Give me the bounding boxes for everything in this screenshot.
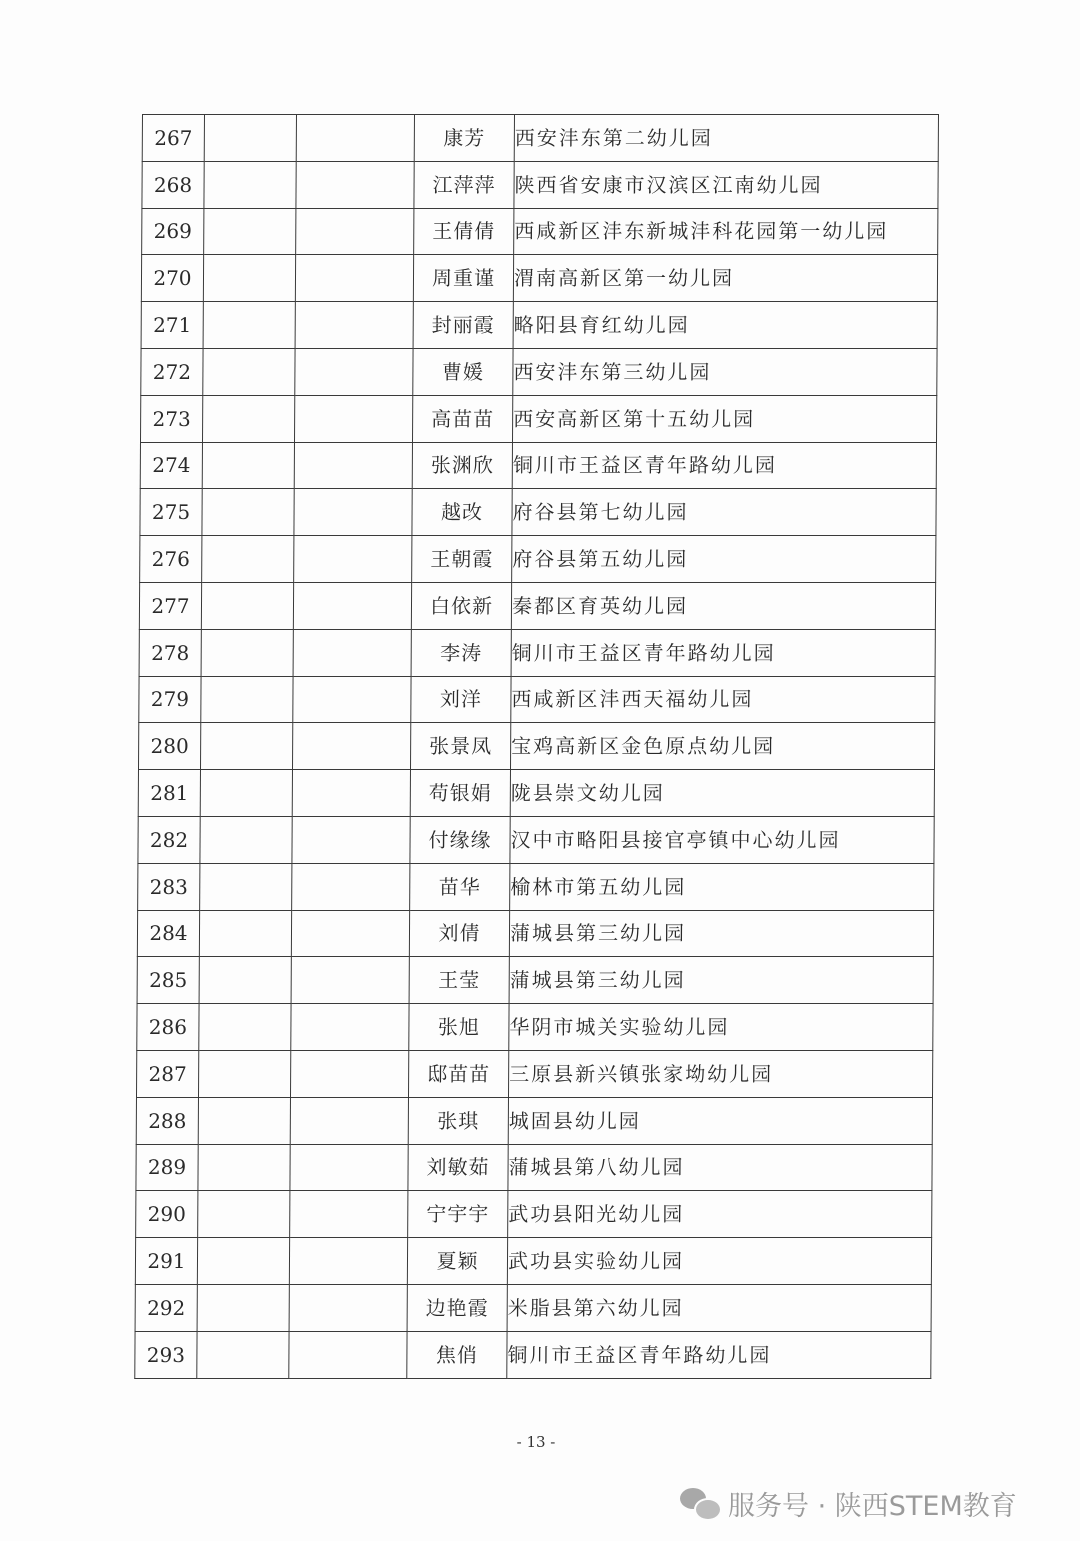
person-name: 高苗苗 [412,395,512,442]
blank-cell [200,770,292,817]
kindergarten-name: 蒲城县第三幼儿园 [509,910,933,957]
blank-cell [293,629,411,676]
kindergarten-name: 秦都区育英幼儿园 [511,582,935,629]
row-number: 273 [140,395,202,442]
table-row [136,1097,932,1144]
blank-cell [289,1284,407,1331]
person-name: 曹媛 [413,348,513,395]
person-name: 边艳霞 [407,1284,507,1331]
table-row [136,1191,932,1238]
blank-cell [203,255,295,302]
row-number: 293 [135,1331,197,1378]
person-name: 江萍萍 [414,161,514,208]
kindergarten-name: 铜川市王益区青年路幼儿园 [511,629,935,676]
person-name: 苗华 [410,863,510,910]
table-row [140,395,936,442]
person-name: 张琪 [408,1097,508,1144]
blank-cell [290,1144,408,1191]
roster-table-body [135,115,939,1379]
blank-cell [202,442,294,489]
row-number: 269 [142,208,204,255]
blank-cell [204,115,296,162]
blank-cell [204,208,296,255]
kindergarten-name: 西安高新区第十五幼儿园 [512,395,936,442]
table-row [136,1050,932,1097]
kindergarten-name: 汉中市略阳县接官亭镇中心幼儿园 [510,816,934,863]
page-number: - 13 - [516,1433,556,1451]
blank-cell [199,910,291,957]
person-name: 王朝霞 [412,536,512,583]
row-number: 292 [135,1284,197,1331]
person-name: 周重谨 [413,255,513,302]
blank-cell [201,582,293,629]
kindergarten-name: 武功县阳光幼儿园 [508,1191,932,1238]
blank-cell [290,1050,408,1097]
table-row [139,676,935,723]
kindergarten-name: 西安沣东第三幼儿园 [513,348,937,395]
blank-cell [294,489,412,536]
blank-cell [294,536,412,583]
roster-table [134,114,939,1379]
wechat-icon [680,1486,720,1520]
table-row [142,115,938,162]
blank-cell [197,1238,289,1285]
person-name: 张渊欣 [412,442,512,489]
table-row [135,1331,931,1378]
blank-cell [296,115,414,162]
person-name: 夏颖 [407,1238,507,1285]
blank-cell [290,1097,408,1144]
blank-cell [289,1331,407,1378]
blank-cell [293,582,411,629]
table-row [138,863,934,910]
kindergarten-name: 城固县幼儿园 [508,1097,932,1144]
kindergarten-name: 蒲城县第八幼儿园 [508,1144,932,1191]
kindergarten-name: 渭南高新区第一幼儿园 [513,255,937,302]
row-number: 281 [138,770,200,817]
blank-cell [199,1004,291,1051]
person-name: 苟银娟 [410,770,510,817]
row-number: 286 [137,1004,199,1051]
blank-cell [294,395,412,442]
blank-cell [292,863,410,910]
kindergarten-name: 蒲城县第三幼儿园 [509,957,933,1004]
row-number: 282 [138,816,200,863]
blank-cell [296,208,414,255]
person-name: 李涛 [411,629,511,676]
row-number: 278 [139,629,201,676]
blank-cell [295,255,413,302]
blank-cell [197,1331,289,1378]
row-number: 280 [138,723,200,770]
row-number: 272 [141,348,203,395]
blank-cell [292,723,410,770]
person-name: 邸苗苗 [408,1050,508,1097]
watermark [680,1478,1017,1528]
row-number: 287 [136,1050,198,1097]
table-row [135,1284,931,1331]
person-name: 越改 [412,489,512,536]
table-row [136,1144,932,1191]
row-number: 279 [139,676,201,723]
blank-cell [290,1191,408,1238]
table-row [138,723,934,770]
blank-cell [292,816,410,863]
blank-cell [203,302,295,349]
person-name: 封丽霞 [413,302,513,349]
kindergarten-name: 榆林市第五幼儿园 [510,863,934,910]
blank-cell [295,348,413,395]
row-number: 270 [141,255,203,302]
kindergarten-name: 府谷县第七幼儿园 [512,489,936,536]
blank-cell [203,348,295,395]
person-name: 刘洋 [411,676,511,723]
table-row [140,442,936,489]
blank-cell [202,395,294,442]
row-number: 274 [140,442,202,489]
kindergarten-name: 铜川市王益区青年路幼儿园 [512,442,936,489]
row-number: 267 [142,115,204,162]
table-row [142,161,938,208]
person-name: 刘敏茹 [408,1144,508,1191]
row-number: 284 [137,910,199,957]
blank-cell [198,1097,290,1144]
blank-cell [204,161,296,208]
person-name: 王倩倩 [414,208,514,255]
blank-cell [201,629,293,676]
row-number: 283 [138,863,200,910]
person-name: 付缘缘 [410,816,510,863]
blank-cell [197,1284,289,1331]
kindergarten-name: 武功县实验幼儿园 [507,1238,931,1285]
table-row [139,582,935,629]
kindergarten-name: 西安沣东第二幼儿园 [514,115,938,162]
row-number: 276 [140,536,202,583]
kindergarten-name: 三原县新兴镇张家坳幼儿园 [508,1050,932,1097]
person-name: 王莹 [409,957,509,1004]
blank-cell [291,957,409,1004]
row-number: 289 [136,1144,198,1191]
kindergarten-name: 西咸新区沣西天福幼儿园 [511,676,935,723]
kindergarten-name: 略阳县育红幼儿园 [513,302,937,349]
blank-cell [202,489,294,536]
person-name: 刘倩 [409,910,509,957]
blank-cell [201,676,293,723]
blank-cell [200,816,292,863]
person-name: 宁宇宇 [408,1191,508,1238]
row-number: 285 [137,957,199,1004]
row-number: 291 [135,1238,197,1285]
kindergarten-name: 华阴市城关实验幼儿园 [509,1004,933,1051]
table-row [140,536,936,583]
person-name: 白依新 [411,582,511,629]
table-row [137,957,933,1004]
person-name: 焦俏 [407,1331,507,1378]
person-name: 康芳 [414,115,514,162]
table-row [137,1004,933,1051]
blank-cell [202,536,294,583]
table-row [140,489,936,536]
kindergarten-name: 米脂县第六幼儿园 [507,1284,931,1331]
blank-cell [294,442,412,489]
kindergarten-name: 铜川市王益区青年路幼儿园 [507,1331,931,1378]
blank-cell [291,910,409,957]
kindergarten-name: 宝鸡高新区金色原点幼儿园 [510,723,934,770]
kindergarten-name: 陇县崇文幼儿园 [510,770,934,817]
blank-cell [292,770,410,817]
table-row [141,255,937,302]
blank-cell [289,1238,407,1285]
blank-cell [198,1050,290,1097]
kindergarten-name: 西咸新区沣东新城沣科花园第一幼儿园 [514,208,938,255]
kindergarten-name: 府谷县第五幼儿园 [512,536,936,583]
row-number: 290 [136,1191,198,1238]
blank-cell [200,863,292,910]
table-row [141,302,937,349]
row-number: 277 [139,582,201,629]
blank-cell [198,1191,290,1238]
person-name: 张旭 [409,1004,509,1051]
table-row [141,348,937,395]
table-row [142,208,938,255]
blank-cell [291,1004,409,1051]
blank-cell [293,676,411,723]
row-number: 268 [142,161,204,208]
person-name: 张景凤 [410,723,510,770]
table-row [137,910,933,957]
blank-cell [198,1144,290,1191]
table-row [135,1238,931,1285]
table-row [139,629,935,676]
blank-cell [199,957,291,1004]
watermark-text: 服务号 · 陕西STEM教育 [728,1490,1017,1522]
blank-cell [200,723,292,770]
table-row [138,770,934,817]
table-row [138,816,934,863]
blank-cell [296,161,414,208]
row-number: 271 [141,302,203,349]
kindergarten-name: 陕西省安康市汉滨区江南幼儿园 [514,161,938,208]
blank-cell [295,302,413,349]
row-number: 275 [140,489,202,536]
row-number: 288 [136,1097,198,1144]
